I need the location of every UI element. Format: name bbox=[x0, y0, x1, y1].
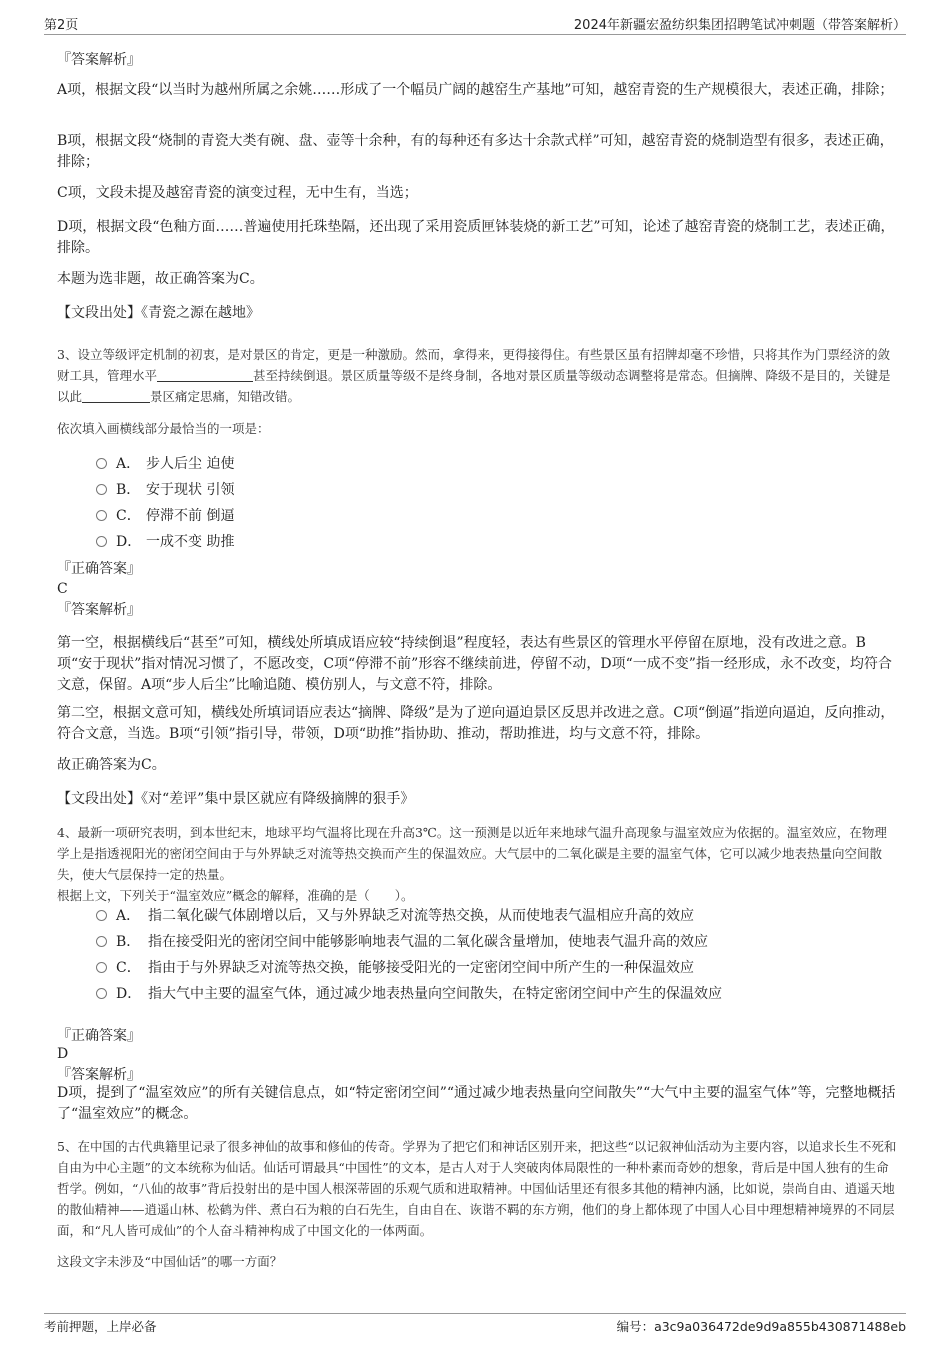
q3-answer-label: 『正确答案』 bbox=[57, 561, 141, 577]
radio-icon[interactable] bbox=[96, 910, 107, 921]
radio-icon[interactable] bbox=[96, 536, 107, 547]
q3-option-d[interactable]: D． 一成不变 助推 bbox=[96, 532, 234, 552]
q4-option-c[interactable]: C． 指由于与外界缺乏对流等热交换，能够接受阳光的一定密闭空间中所产生的一种保温效应 bbox=[96, 958, 694, 978]
q2-analysis-b: B项，根据文段“烧制的青瓷大类有碗、盘、壶等十余种，有的每种还有多达十余款式样”可知，越窑青瓷的烧制造型有很多，表述正确，排除； bbox=[57, 133, 894, 170]
q5-stem: 5、在中国的古代典籍里记录了很多神仙的故事和修仙的传奇。学界为了把它们和神话区别开来，把这些“以记叙神仙活动为主要内容，以追求长生不死和自由为中心主题”的文本统称为仙话。仙话可谓最具“中国性”的文本，是古人对于人突破肉体局限性的一种朴素而奇妙的想象，背后是中国人独有的生命哲学。例如，“八仙的故事”背后投射出的是中国人根深蒂固的乐观气质和进取精神。中国仙话里还有很多其他的精神内涵，比如说，崇尚自由、逍遥天地的散仙精神——逍遥山林、松鹤为伴、煮白石为粮的白石先生，自由自在、诙谐不羁的东方朔，他们的身上都体现了中国人心目中理想精神境界的不同层面，和“凡人皆可成仙”的个人奋斗精神构成了中国文化的一体两面。 bbox=[57, 1139, 897, 1238]
q3-analysis-label: 『答案解析』 bbox=[57, 602, 141, 618]
q4-analysis-label: 『答案解析』 bbox=[57, 1067, 141, 1083]
q4-prompt: 根据上文，下列关于“温室效应”概念的解释，准确的是（ ）。 bbox=[57, 888, 414, 903]
radio-icon[interactable] bbox=[96, 458, 107, 469]
radio-icon[interactable] bbox=[96, 962, 107, 973]
q3-source: 【文段出处】《对“差评”集中景区就应有降级摘牌的狠手》 bbox=[57, 791, 415, 807]
radio-icon[interactable] bbox=[96, 988, 107, 999]
q4-answer: D bbox=[57, 1046, 69, 1062]
q3-prompt: 依次填入画横线部分最恰当的一项是： bbox=[57, 421, 270, 436]
radio-icon[interactable] bbox=[96, 510, 107, 521]
q2-source: 【文段出处】《青瓷之源在越地》 bbox=[57, 305, 260, 321]
radio-icon[interactable] bbox=[96, 936, 107, 947]
footer-slogan: 考前押题，上岸必备 bbox=[44, 1319, 157, 1334]
page-footer bbox=[44, 1313, 906, 1340]
q2-analysis-c: C项，文段未提及越窑青瓷的演变过程，无中生有，当选； bbox=[57, 185, 418, 201]
q4-option-a[interactable]: A． 指二氧化碳气体剧增以后，又与外界缺乏对流等热交换，从而使地表气温相应升高的效应 bbox=[96, 906, 694, 926]
document-id: 编号：a3c9a036472de9d9a855b430871488eb bbox=[616, 1319, 906, 1334]
q4-analysis: D项，提到了“温室效应”的所有关键信息点，如“特定密闭空间”“通过减少地表热量向空间散失”“大气中主要的温室气体”等，完整地概括了“温室效应”的概念。 bbox=[57, 1085, 896, 1122]
q4-stem: 4、最新一项研究表明，到本世纪末，地球平均气温将比现在升高3℃。这一预测是以近年来地球气温升高现象与温室效应为依据的。温室效应，在物理学上是指透视阳光的密闭空间由于与外界缺乏对流等热交换而产生的保温效应。大气层中的二氧化碳是主要的温室气体，它可以减少地表热量向空间散失，使大气层保持一定的热量。 bbox=[57, 825, 887, 882]
q2-conclusion: 本题为选非题，故正确答案为C。 bbox=[57, 271, 264, 287]
q3-analysis-1: 第一空，根据横线后“甚至”可知，横线处所填成语应较“持续倒退”程度轻，表达有些景区的管理水平停留在原地，没有改进之意。B项“安于现状”指对情况习惯了，不愿改变，C项“停滞不前”形容不继续前进，停留不动，D项“一成不变”指一经形成，永不改变，均符合文意，保留。A项“步人后尘”比喻追随、模仿别人，与文意不符，排除。 bbox=[57, 635, 892, 693]
q3-conclusion: 故正确答案为C。 bbox=[57, 757, 166, 773]
q3-option-b[interactable]: B． 安于现状 引领 bbox=[96, 480, 234, 500]
q3-stem: 3、设立等级评定机制的初衷，是对景区的肯定，更是一种激励。然而，拿得来，更得接得住。有些景区虽有招牌却毫不珍惜，只将其作为门票经济的敛财工具，管理水平 甚至持续倒退。景区质量等级不是终身制，各地对景区质量等级动态调整将是常态。但摘牌、降级不是目的，关键是以此 景区痛定思痛，知错改错。 bbox=[57, 347, 891, 404]
blank-1 bbox=[157, 369, 253, 382]
blank-2 bbox=[82, 390, 150, 403]
q5-prompt: 这段文字未涉及“中国仙话”的哪一方面？ bbox=[57, 1254, 283, 1269]
q3-answer: C bbox=[57, 581, 68, 597]
q3-option-a[interactable]: A． 步人后尘 迫使 bbox=[96, 454, 234, 474]
page-number: 第2页 bbox=[44, 18, 79, 33]
document-title: 2024年新疆宏盈纺织集团招聘笔试冲刺题（带答案解析） bbox=[573, 18, 906, 33]
q2-analysis-d: D项，根据文段“色釉方面……普遍使用托珠垫隔，还出现了采用瓷质匣钵装烧的新工艺”可知，论述了越窑青瓷的烧制工艺，表述正确，排除。 bbox=[57, 219, 895, 256]
q4-option-b[interactable]: B． 指在接受阳光的密闭空间中能够影响地表气温的二氧化碳含量增加，使地表气温升高的效应 bbox=[96, 932, 708, 952]
q3-analysis-2: 第二空，根据文意可知，横线处所填词语应表达“摘牌、降级”是为了逆向逼迫景区反思并改进之意。C项“倒逼”指逆向逼迫，反向推动，符合文意，当选。B项“引领”指引导，带领，D项“助推”指协助、推动，帮助推进，均与文意不符，排除。 bbox=[57, 705, 895, 742]
q2-analysis-a: A项，根据文段“以当时为越州所属之余姚……形成了一个幅员广阔的越窑生产基地”可知，越窑青瓷的生产规模很大，表述正确，排除； bbox=[57, 82, 894, 98]
q4-option-d[interactable]: D． 指大气中主要的温室气体，通过减少地表热量向空间散失，在特定密闭空间中产生的保温效应 bbox=[96, 984, 722, 1004]
page-header bbox=[44, 12, 906, 35]
radio-icon[interactable] bbox=[96, 484, 107, 495]
q2-analysis-label: 『答案解析』 bbox=[57, 52, 141, 68]
q3-option-c[interactable]: C． 停滞不前 倒逼 bbox=[96, 506, 234, 526]
q4-answer-label: 『正确答案』 bbox=[57, 1028, 141, 1044]
